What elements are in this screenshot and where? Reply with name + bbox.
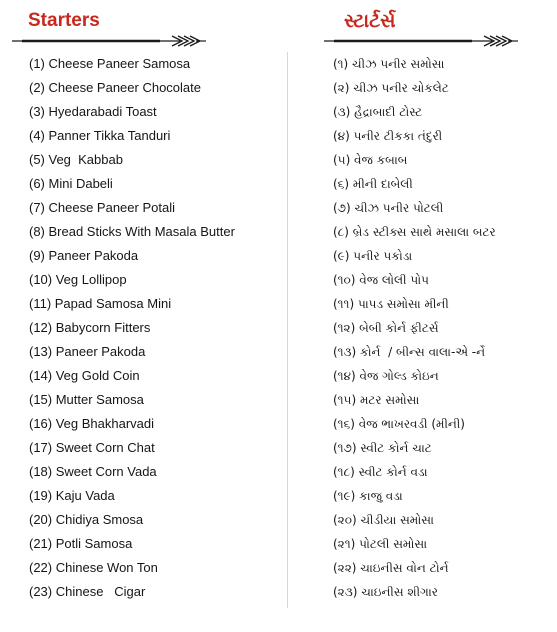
arrow-divider-icon xyxy=(10,33,210,49)
menu-item-gujarati: (૧૪) વેજ ગોલ્ડ કોઇન xyxy=(333,369,439,383)
menu-item-gujarati: (૧૭) સ્વીટ કોર્ન ચાટ xyxy=(333,441,432,455)
menu-item-gujarati: (૨૦) ચીડીયા સમોસા xyxy=(333,513,434,527)
menu-item-english: (1) Cheese Paneer Samosa xyxy=(29,56,191,71)
menu-item-english: (9) Paneer Pakoda xyxy=(29,248,139,263)
menu-item-english: (16) Veg Bhakharvadi xyxy=(29,416,155,431)
menu-item-english: (14) Veg Gold Coin xyxy=(29,368,140,383)
menu-item-english: (12) Babycorn Fitters xyxy=(29,320,151,335)
menu-item-gujarati: (૧૯) કાજુ વડા xyxy=(333,489,403,503)
menu-item-gujarati: (૧૦) વેજ લોલી પોપ xyxy=(333,273,429,287)
menu-item-english: (13) Paneer Pakoda xyxy=(29,344,146,359)
menu-item-english: (11) Papad Samosa Mini xyxy=(29,296,172,311)
menu-item-english: (8) Bread Sticks With Masala Butter xyxy=(29,224,235,239)
starters-heading-english: Starters xyxy=(28,10,100,31)
menu-item-gujarati: (૧૬) વેજ ભાખરવડી (મીની) xyxy=(333,417,465,431)
menu-item-gujarati: (૧૩) કોર્ન / બીન્સ વાલા-એ -ર્ને xyxy=(333,345,486,359)
menu-item-gujarati: (૩) હૈદ્રાબાદી ટોસ્ટ xyxy=(333,105,423,119)
menu-item-english: (22) Chinese Won Ton xyxy=(29,560,158,575)
menu-item-gujarati: (૨૨) ચાઇનીસ વોન ટોર્ન xyxy=(333,561,449,575)
menu-item-english: (2) Cheese Paneer Chocolate xyxy=(29,80,201,95)
arrow-divider-icon xyxy=(322,33,522,49)
menu-item-english: (15) Mutter Samosa xyxy=(29,392,144,407)
starters-list-english xyxy=(29,52,235,604)
menu-item-english: (20) Chidiya Smosa xyxy=(29,512,144,527)
menu-item-gujarati: (૫) વેજ કબાબ xyxy=(333,153,408,167)
menu-item-gujarati: (૧૮) સ્વીટ કોર્ન વડા xyxy=(333,465,428,479)
menu-item-gujarati: (૭) ચીઝ પનીર પોટલી xyxy=(333,201,444,215)
menu-item-gujarati: (૨૩) ચાઇનીસ શીગાર xyxy=(333,585,438,599)
menu-item-english: (18) Sweet Corn Vada xyxy=(29,464,157,479)
menu-item-gujarati: (૧૧) પાપડ સમોસા મીની xyxy=(333,297,449,311)
menu-item-gujarati: (૯) પનીર પકોડા xyxy=(333,249,413,263)
menu-item-english: (23) Chinese Cigar xyxy=(29,584,146,599)
starters-heading-gujarati: સ્ટાર્ટર્સ xyxy=(344,10,396,32)
menu-item-english: (19) Kaju Vada xyxy=(29,488,115,503)
menu-item-gujarati: (૪) પનીર ટીકકા તંદુરી xyxy=(333,129,443,143)
menu-item-english: (6) Mini Dabeli xyxy=(29,176,113,191)
menu-item-gujarati: (૧૫) મટર સમોસા xyxy=(333,393,420,407)
menu-item-gujarati: (૧) ચીઝ પનીર સમોસા xyxy=(333,57,445,71)
menu-item-gujarati: (૬) મીની દાબેલી xyxy=(333,177,413,191)
menu-item-english: (3) Hyedarabadi Toast xyxy=(29,104,157,119)
starters-list-gujarati xyxy=(333,52,496,604)
menu-item-english: (5) Veg Kabbab xyxy=(29,152,123,167)
menu-item-gujarati: (૧૨) બેબી કોર્ન ફીટર્સ xyxy=(333,321,439,335)
menu-item-english: (21) Potli Samosa xyxy=(29,536,133,551)
menu-item-english: (4) Panner Tikka Tanduri xyxy=(29,128,171,143)
menu-item-english: (7) Cheese Paneer Potali xyxy=(29,200,175,215)
menu-item-gujarati: (૨) ચીઝ પનીર ચોકલેટ xyxy=(333,81,449,95)
menu-item-english: (17) Sweet Corn Chat xyxy=(29,440,155,455)
menu-item-english: (10) Veg Lollipop xyxy=(29,272,127,287)
menu-item-gujarati: (૮) બ્રેડ સ્ટીક્સ સાથે મસાલા બટર xyxy=(333,225,496,239)
menu-item-gujarati: (૨૧) પોટલી સમોસા xyxy=(333,537,428,551)
column-divider xyxy=(287,52,288,608)
